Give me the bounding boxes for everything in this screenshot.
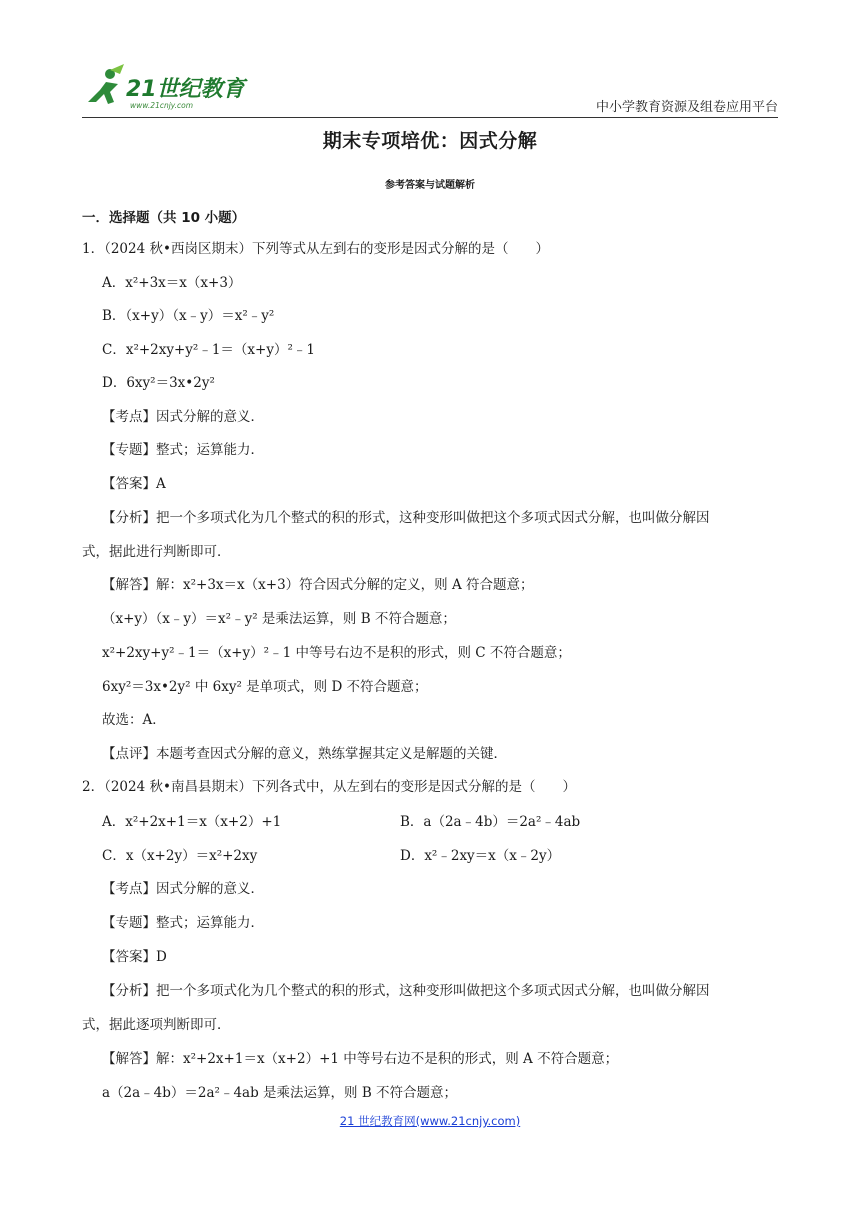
q2-analysis-2: 式，据此逐项判断即可． (82, 1017, 231, 1033)
q1-choice: 故选：A． (102, 712, 166, 728)
q1-solution-2: （x+y）（x﹣y）＝x²﹣y² 是乘法运算，则 B 不符合题意； (102, 611, 456, 627)
q2-answer: 【答案】D (102, 949, 167, 965)
q2-solution-2: a（2a﹣4b）＝2a²﹣4ab 是乘法运算，则 B 不符合题意； (102, 1085, 458, 1101)
q1-analysis-2: 式，据此进行判断即可． (82, 544, 231, 560)
q1-analysis-1: 【分析】把一个多项式化为几个整式的积的形式，这种变形叫做把这个多项式因式分解，也叫做分解因 (102, 510, 710, 526)
q2-analysis-1: 【分析】把一个多项式化为几个整式的积的形式，这种变形叫做把这个多项式因式分解，也叫做分解因 (102, 983, 710, 999)
q2-option-a: A．x²+2x+1＝x（x+2）+1 (102, 814, 282, 830)
logo-text: 21世纪教育 (126, 77, 245, 102)
q1-solution-4: 6xy²＝3x•2y² 中 6xy² 是单项式，则 D 不符合题意； (102, 679, 428, 695)
question-2-stem: 2．（2024 秋•南昌县期末）下列各式中，从左到右的变形是因式分解的是（ ） (82, 779, 576, 795)
q1-kaodian: 【考点】因式分解的意义． (102, 409, 264, 425)
logo (80, 62, 260, 114)
q2-kaodian: 【考点】因式分解的意义． (102, 881, 264, 897)
q1-solution-1: 【解答】解：x²+3x＝x（x+3）符合因式分解的定义，则 A 符合题意； (102, 577, 534, 593)
q1-answer: 【答案】A (102, 476, 166, 492)
runner-icon (88, 64, 124, 104)
platform-name: 中小学教育资源及组卷应用平台 (595, 100, 778, 115)
q1-option-b: B．（x+y）（x﹣y）＝x²﹣y² (102, 308, 275, 324)
logo-url: www.21cnjy.com (130, 101, 194, 110)
header-divider (82, 117, 778, 118)
q1-option-d: D．6xy²＝3x•2y² (102, 375, 215, 391)
q1-comment: 【点评】本题考查因式分解的意义，熟练掌握其定义是解题的关键． (102, 746, 507, 762)
section-heading: 一．选择题（共 10 小题） (82, 210, 246, 226)
question-1-stem: 1．（2024 秋•西岗区期末）下列等式从左到右的变形是因式分解的是（ ） (82, 241, 549, 257)
footer-link[interactable]: 21 世纪教育网(www.21cnjy.com) (339, 1114, 521, 1128)
page-header (80, 62, 778, 120)
q2-option-d: D．x²﹣2xy＝x（x﹣2y） (400, 848, 561, 864)
page-subtitle: 参考答案与试题解析 (385, 180, 475, 191)
q1-option-c: C．x²+2xy+y²﹣1＝（x+y）²﹣1 (102, 342, 315, 358)
q2-option-c: C．x（x+2y）＝x²+2xy (102, 848, 258, 864)
page-title: 期末专项培优：因式分解 (322, 130, 538, 152)
q1-solution-3: x²+2xy+y²﹣1＝（x+y）²﹣1 中等号右边不是积的形式，则 C 不符合题意； (102, 645, 571, 661)
q1-option-a: A．x²+3x＝x（x+3） (102, 275, 242, 291)
q2-option-b: B．a（2a﹣4b）＝2a²﹣4ab (400, 814, 581, 830)
q1-zhuanti: 【专题】整式；运算能力． (102, 442, 264, 458)
q2-zhuanti: 【专题】整式；运算能力． (102, 915, 264, 931)
q2-solution-1: 【解答】解：x²+2x+1＝x（x+2）+1 中等号右边不是积的形式，则 A 不符合题意； (102, 1051, 619, 1067)
